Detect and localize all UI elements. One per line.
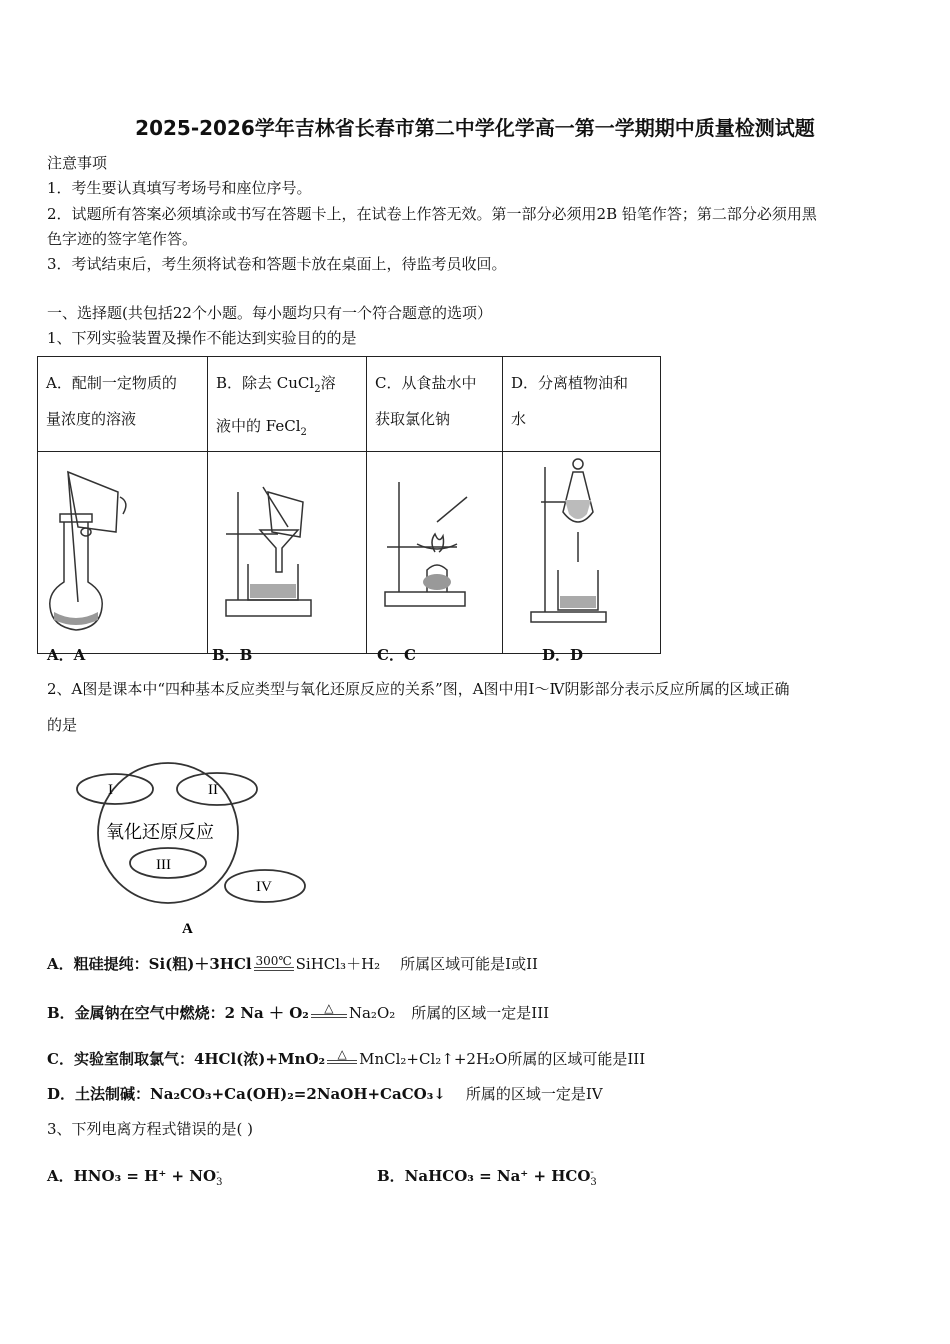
apparatus-a-cell: [38, 452, 208, 654]
option-b-rest: Na₂O₂: [348, 1004, 396, 1022]
option-c-rest: MnCl₂+Cl₂↑+2H₂O所属的区域可能是III: [359, 1050, 646, 1068]
apparatus-b-cell: [208, 452, 367, 654]
volumetric-flask-image: [38, 452, 207, 649]
cell-b-line1: B．除去 CuCl: [216, 374, 315, 392]
cell-c-line1: C．从食盐水中: [375, 374, 477, 392]
redox-label: 氧化还原反应: [106, 822, 214, 843]
option-b-prefix: B．金属钠在空气中燃烧：2 Na ＋ O₂: [47, 1004, 309, 1022]
filtration-image: [208, 452, 366, 649]
separatory-funnel-image: [503, 452, 660, 649]
apparatus-d-cell: [503, 452, 661, 654]
question-3-option-a[interactable]: [47, 1165, 226, 1186]
option-a[interactable]: A．A: [47, 646, 86, 664]
superscript: -: [216, 1167, 220, 1178]
question-2-stem: 2、A图是课本中“四种基本反应类型与氧化还原反应的关系”图，A图中用Ⅰ～Ⅳ阴影部分表示反应所属的区域正确: [47, 680, 790, 698]
region-label-3: III: [156, 857, 171, 873]
cell-b-line2: 液中的 FeCl: [216, 417, 301, 435]
question-2-option-b[interactable]: [47, 1002, 549, 1024]
option-c[interactable]: C．C: [377, 646, 416, 664]
question-2-option-d[interactable]: [47, 1083, 603, 1104]
question-1-table: [37, 356, 661, 654]
reaction-condition: [254, 955, 294, 971]
subscript: 2: [314, 384, 321, 395]
subscript: 3: [216, 1177, 223, 1188]
condition-heat: △: [324, 1001, 334, 1015]
option-a-rest: SiHCl₃＋H₂: [295, 955, 381, 973]
redox-venn-diagram: [70, 755, 320, 940]
cell-c-line2: 获取氯化钠: [375, 410, 451, 428]
question-2-option-a[interactable]: [47, 953, 538, 975]
cell-a-line2: 量浓度的溶液: [46, 410, 137, 428]
question-2-stem: 的是: [47, 716, 78, 734]
subscript: 2: [300, 427, 307, 438]
section-heading: 一、选择题(共包括22个小题。每小题均只有一个符合题意的选项）: [47, 304, 492, 322]
option-c-prefix: C．实验室制取氯气：4HCl(浓)+MnO₂: [47, 1050, 326, 1068]
cell-d-line1: D．分离植物油和: [511, 374, 629, 392]
option-b-tail: 所属的区域一定是III: [411, 1004, 550, 1022]
diagram-caption: A: [182, 921, 193, 937]
page-title: 2025-2026学年吉林省长春市第二中学化学高一第一学期期中质量检测试题: [135, 116, 815, 140]
cell-a-header: [38, 357, 208, 452]
option-a-prefix: A．粗硅提纯：Si(粗)＋3HCl: [47, 955, 252, 973]
region-label-1: I: [108, 782, 113, 798]
evaporation-image: [367, 452, 502, 649]
notice-item: 2．试题所有答案必须填涂或书写在答题卡上，在试卷上作答无效。第一部分必须用2B 铅笔作答；第二部分必须用黑: [47, 205, 817, 223]
question-2-option-c[interactable]: [47, 1048, 645, 1070]
question-3-stem: 3、下列电离方程式错误的是( ): [47, 1120, 254, 1138]
option-b-text: B．NaHCO₃ = Na⁺ + HCO: [377, 1167, 591, 1185]
notice-item: 1．考生要认真填写考场号和座位序号。: [47, 179, 312, 197]
reaction-condition: [327, 1048, 357, 1064]
condition-300c: 300℃: [255, 954, 292, 968]
option-b[interactable]: B．B: [212, 646, 253, 664]
subscript: 3: [590, 1177, 597, 1188]
notice-item: 3．考试结束后，考生须将试卷和答题卡放在桌面上，待监考员收回。: [47, 255, 507, 273]
option-d-text: D．土法制碱：Na₂CO₃+Ca(OH)₂=2NaOH+CaCO₃↓: [47, 1085, 446, 1103]
cell-d-header: [503, 357, 661, 452]
question-3-option-b[interactable]: [377, 1165, 600, 1186]
notice-item: 色字迹的签字笔作答。: [47, 230, 198, 248]
region-label-4: IV: [256, 879, 272, 895]
question-1-stem: 1、下列实验装置及操作不能达到实验目的的是: [47, 329, 357, 347]
superscript: -: [590, 1167, 594, 1178]
cell-d-line2: 水: [511, 410, 527, 428]
cell-c-header: [367, 357, 503, 452]
option-a-text: A．HNO₃ = H⁺ + NO: [47, 1167, 217, 1185]
cell-a-line1: A．配制一定物质的: [46, 374, 177, 392]
cell-b-header: [208, 357, 367, 452]
reaction-condition: [311, 1002, 347, 1018]
option-d-tail: 所属的区域一定是IV: [465, 1085, 603, 1103]
condition-heat: △: [337, 1047, 347, 1061]
option-a-tail: 所属区域可能是Ⅰ或II: [400, 955, 538, 973]
apparatus-c-cell: [367, 452, 503, 654]
cell-b-line1b: 溶: [320, 374, 336, 392]
option-d[interactable]: D．D: [542, 646, 584, 664]
notice-heading: 注意事项: [47, 154, 108, 172]
region-label-2: II: [208, 782, 218, 798]
